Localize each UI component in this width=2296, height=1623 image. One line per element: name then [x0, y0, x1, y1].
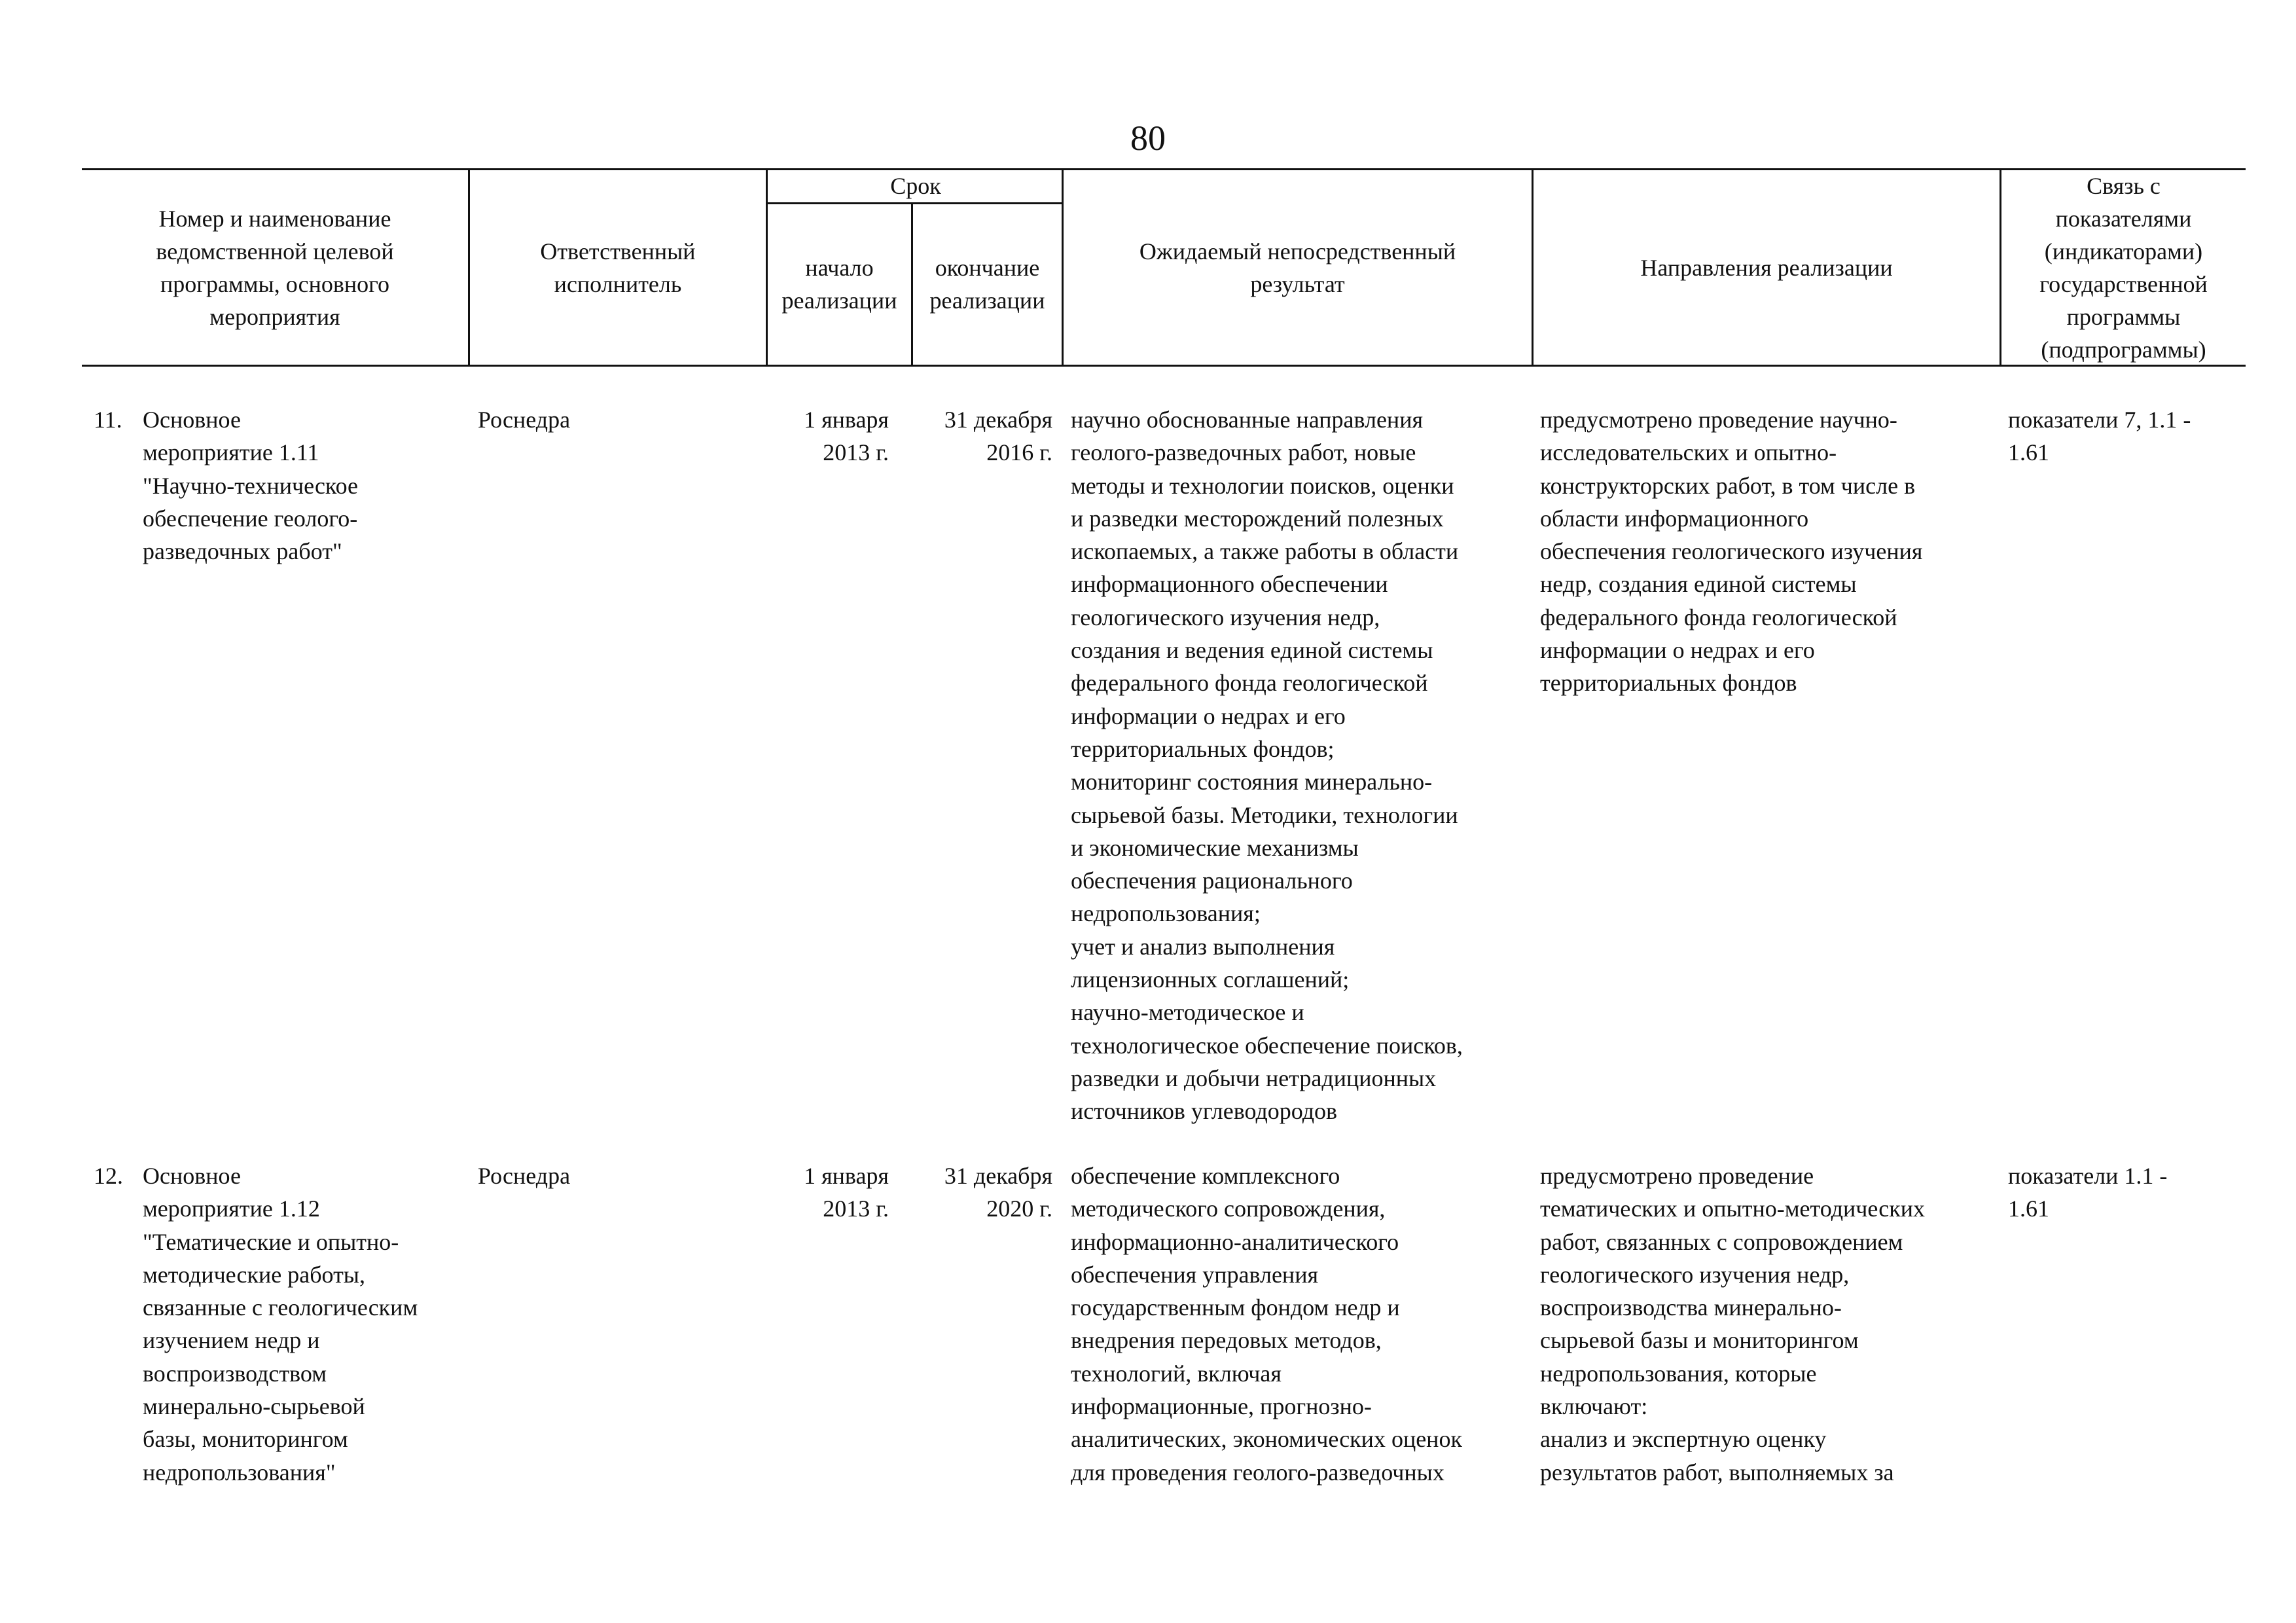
- row-number: 12.: [94, 1163, 123, 1189]
- page-number: 80: [1130, 119, 1166, 158]
- row-start-date: 1 января 2013 г.: [804, 407, 889, 466]
- header-directions: Направления реализации: [1640, 255, 1893, 281]
- header-start: начало реализации: [781, 255, 897, 314]
- row-indicator-link: показатели 7, 1.1 - 1.61: [2008, 407, 2191, 466]
- header-indicator-link: Связь с показателями (индикаторами) государственной программы (подпрограммы): [2039, 173, 2208, 363]
- row-end-date: 31 декабря 2020 г.: [944, 1163, 1052, 1222]
- row-directions: предусмотрено проведение научно- исследовательских и опытно- конструкторских работ, в том числе в области информационного обеспечения геологического изучения недр, создания единой системы федерального фонда геологической информации о недрах и его территориальных фондов: [1540, 407, 1923, 697]
- row-responsible: Роснедра: [478, 407, 571, 433]
- header-responsible: Ответственный исполнитель: [540, 238, 696, 297]
- header-term: Срок: [890, 173, 941, 199]
- row-expected-result: обеспечение комплексного методического сопровождения, информационно-аналитического обеспечения управления государственным фондом недр и внедрения передовых методов, технологий, включая информационные, прогнозно- аналитических, экономических оценок для проведения геолого-разведочных: [1071, 1163, 1462, 1486]
- table-top-rule: [82, 168, 2246, 170]
- row-indicator-link: показатели 1.1 - 1.61: [2008, 1163, 2168, 1222]
- header-program-name: Номер и наименование ведомственной целевой программы, основного мероприятия: [156, 206, 394, 330]
- row-expected-result: научно обоснованные направления геолого-разведочных работ, новые методы и технологии поисков, оценки и разведки месторождений полезных ископаемых, а также работы в области информационного обеспечении геологического изучения недр, создания и ведения единой системы федерального фонда геологической информации о недрах и его территориальных фондов; мониторинг состояния минерально- сырьевой базы. Методики, технологии и экономические механизмы обеспечения рационального недропользования; учет и анализ выполнения лицензионных соглашений; научно-методическое и технологическое обеспечение поисков, разведки и добычи нетрадиционных источников углеводородов: [1071, 407, 1463, 1125]
- row-program-name: Основное мероприятие 1.12 "Тематические и опытно- методические работы, связанные с геологическим изучением недр и воспроизводством минерально-сырьевой базы, мониторингом недропользования": [143, 1163, 418, 1486]
- row-directions: предусмотрено проведение тематических и опытно-методических работ, связанных с сопровождением геологического изучения недр, воспроизводства минерально- сырьевой базы и мониторингом недропользования, которые включают: анализ и экспертную оценку результатов работ, выполняемых за: [1540, 1163, 1925, 1486]
- header-end: окончание реализации: [929, 255, 1045, 314]
- row-responsible: Роснедра: [478, 1163, 571, 1189]
- row-program-name: Основное мероприятие 1.11 "Научно-техническое обеспечение геолого- разведочных работ": [143, 407, 359, 565]
- row-end-date: 31 декабря 2016 г.: [944, 407, 1052, 466]
- header-expected-result: Ожидаемый непосредственный результат: [1139, 238, 1456, 297]
- row-start-date: 1 января 2013 г.: [804, 1163, 889, 1222]
- row-number: 11.: [94, 407, 122, 433]
- header-bottom-rule: [82, 365, 2246, 367]
